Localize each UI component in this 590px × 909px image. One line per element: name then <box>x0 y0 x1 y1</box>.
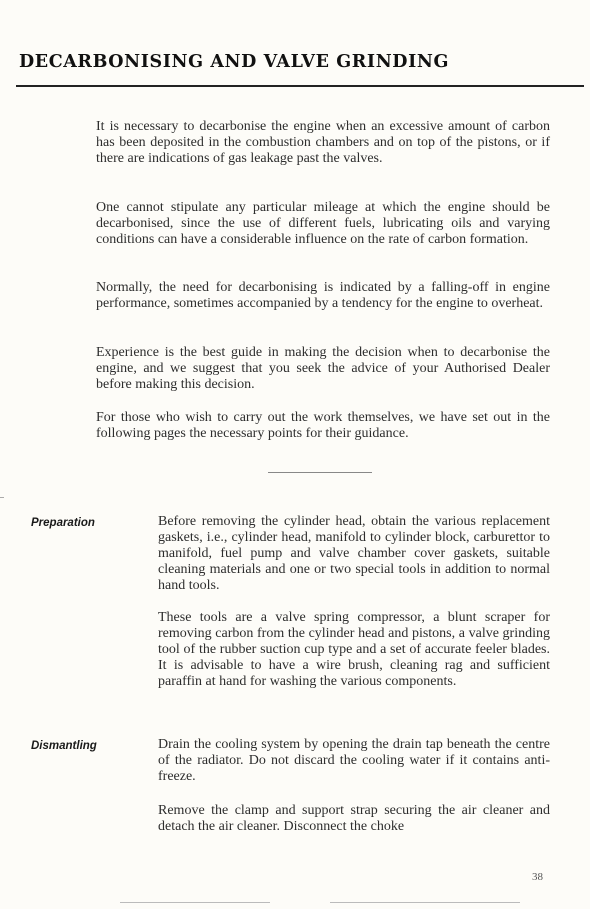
intro-paragraph-1: It is necessary to decarbonise the engine when an excessive amount of carbon has been deposited in the combustion chambers and on top of the pistons, or if there are indications of gas leakage past the valves. <box>96 119 550 166</box>
intro-paragraph-4: Experience is the best guide in making the decision when to decarbonise the engine, and we suggest that you seek the advice of your Authorised Dealer before making this decision. <box>96 345 550 392</box>
bottom-edge-line <box>330 902 520 903</box>
intro-paragraph-2: One cannot stipulate any particular mileage at which the engine should be decarbonised, since the use of different fuels, lubricating oils and varying conditions can have a considerable influence on the rate of carbon formation. <box>96 200 550 247</box>
intro-paragraph-3: Normally, the need for decarbonising is indicated by a falling-off in engine performance, sometimes accompanied by a tendency for the engine to overheat. <box>96 280 550 311</box>
side-label-preparation: Preparation <box>31 517 95 529</box>
side-label-dismantling: Dismantling <box>31 740 97 752</box>
page-heading: DECARBONISING AND VALVE GRINDING <box>19 52 450 72</box>
page-number: 38 <box>532 871 543 883</box>
preparation-paragraph-2: These tools are a valve spring compressor, a blunt scraper for removing carbon from the cylinder head and pistons, a valve grinding tool of the rubber suction cup type and a set of accurate feeler blades. It is advisable to have a wire brush, cleaning rag and sufficient paraffin at hand for washing the various components. <box>158 610 550 689</box>
preparation-paragraph-1: Before removing the cylinder head, obtain the various replacement gaskets, i.e., cylinder head, manifold to cylinder block, carburettor to manifold, fuel pump and valve chamber cover gaskets, suitable cleaning materials and one or two special tools in addition to normal hand tools. <box>158 514 550 593</box>
dismantling-paragraph-1: Drain the cooling system by opening the drain tap beneath the centre of the radiator. Do not discard the cooling water if it contains anti-freeze. <box>158 737 550 784</box>
intro-paragraph-5: For those who wish to carry out the work themselves, we have set out in the following pages the necessary points for their guidance. <box>96 410 550 441</box>
dismantling-paragraph-2: Remove the clamp and support strap securing the air cleaner and detach the air cleaner. Disconnect the choke <box>158 803 550 834</box>
margin-mark <box>0 497 4 498</box>
section-divider <box>268 472 372 473</box>
bottom-edge-line <box>120 902 270 903</box>
heading-rule <box>16 85 584 87</box>
